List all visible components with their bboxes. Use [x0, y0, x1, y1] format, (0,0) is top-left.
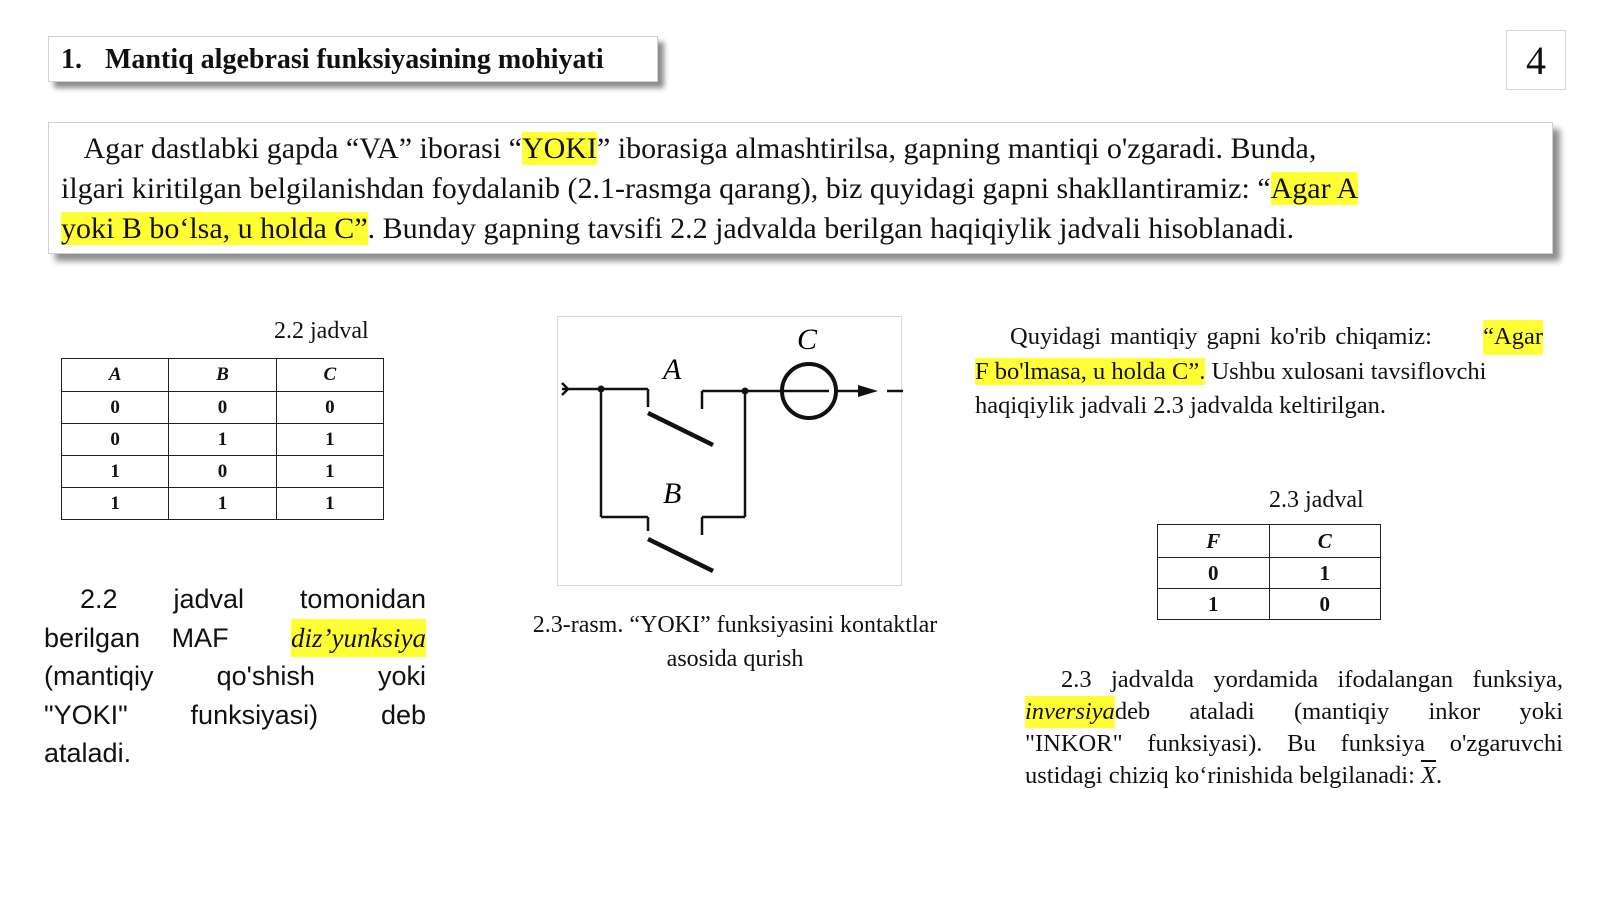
- table-cell: 1: [276, 456, 383, 488]
- highlight-disjunction: diz’yunksiya: [291, 619, 426, 658]
- table-row: [1158, 589, 1381, 620]
- disjunction-line-5: ataladi.: [44, 738, 132, 768]
- table-cell: 1: [169, 488, 276, 520]
- negation-intro-line-3: haqiqiylik jadvali 2.3 jadvalda keltirilgan.: [975, 392, 1386, 419]
- text-span: berilgan MAF: [44, 622, 229, 653]
- inversion-line-1: 2.3 jadvalda yordamida ifodalangan funksiya,: [1061, 666, 1563, 693]
- inversion-line-2: [1025, 696, 1563, 728]
- table-cell: 0: [1269, 589, 1381, 620]
- table-header-cell: A: [62, 359, 169, 392]
- table-cell: 1: [169, 424, 276, 456]
- truth-table-2-2: [61, 358, 384, 520]
- table-header-cell: F: [1158, 525, 1270, 558]
- table-header-row: [1158, 525, 1381, 558]
- table-cell: 1: [1158, 589, 1270, 620]
- label-a: A: [663, 353, 682, 386]
- text-span: Quyidagi mantiqiy gapni ko'rib chiqamiz:: [1010, 323, 1432, 350]
- text-span: Ushbu xulosani tavsiflovchi: [1205, 357, 1487, 385]
- highlight-agar-a: Agar A: [1270, 172, 1359, 205]
- text-word: jadval: [173, 584, 244, 614]
- table-cell: 1: [276, 424, 383, 456]
- text-span: .: [1435, 762, 1443, 789]
- intro-paragraph: [48, 122, 1553, 254]
- junction-dot: [742, 388, 749, 395]
- circuit-figure: [557, 316, 902, 586]
- table-cell: 0: [1158, 558, 1270, 589]
- section-title-text: Mantiq algebrasi funksiyasining mohiyati: [105, 44, 604, 75]
- table-cell: 0: [62, 392, 169, 424]
- table-cell: 0: [276, 392, 383, 424]
- text-span: deb ataladi (mantiqiy inkor yoki: [1114, 698, 1563, 725]
- highlight-yoki: YOKI: [521, 132, 597, 165]
- label-b: B: [663, 477, 682, 510]
- negation-symbol: $\overline{X}$: [1421, 762, 1436, 789]
- figure-caption-line-2: asosida qurish: [666, 646, 804, 672]
- intro-line-3: [61, 209, 1542, 249]
- table-cell: 0: [62, 424, 169, 456]
- text-span: ustidagi chiziq ko‘rinishida belgilanadi:: [1025, 762, 1421, 789]
- table-cell: 0: [169, 456, 276, 488]
- output-arrow-icon: [858, 385, 878, 397]
- switch-a-blade: [648, 413, 713, 445]
- table22-caption: 2.2 jadval: [274, 318, 369, 344]
- intro-text-1: Agar dastlabki gapda “VA” iborasi “: [83, 132, 522, 165]
- switch-b-blade: [648, 539, 713, 571]
- label-c: C: [797, 323, 818, 356]
- table-header-cell: C: [276, 359, 383, 392]
- inversion-line-4: [1025, 760, 1563, 792]
- table-row: [62, 488, 384, 520]
- table-header-cell: C: [1269, 525, 1381, 558]
- table23-caption: 2.3 jadval: [1269, 487, 1364, 513]
- highlight-yoki-b: yoki B bo‘lsa, u holda C”: [61, 212, 368, 245]
- figure-caption: [505, 608, 965, 676]
- junction-dot: [598, 386, 605, 393]
- table-header-cell: B: [169, 359, 276, 392]
- negation-intro-line-1: [975, 320, 1543, 355]
- section-title: [48, 36, 658, 82]
- table-cell: 0: [169, 392, 276, 424]
- highlight-f-bolmasa: F bo'lmasa, u holda C”.: [975, 357, 1206, 385]
- intro-line-2: [61, 169, 1542, 209]
- table-cell: 1: [276, 488, 383, 520]
- table-cell: 1: [62, 488, 169, 520]
- negation-intro-paragraph: [975, 320, 1543, 424]
- highlight-inversion: inversiya: [1025, 696, 1115, 728]
- disjunction-paragraph: [44, 580, 426, 773]
- inversion-paragraph: [1025, 664, 1563, 792]
- table-row: [1158, 558, 1381, 589]
- circuit-diagram: [558, 317, 903, 587]
- negation-intro-line-2: [975, 355, 1543, 390]
- table-row: [62, 424, 384, 456]
- table-header-row: [62, 359, 384, 392]
- intro-line-1: [61, 129, 1542, 169]
- highlight-agar-f: “Agar: [1483, 320, 1543, 355]
- inversion-line-3: "INKOR" funksiyasi). Bu funksiya o'zgaruvchi: [1025, 730, 1563, 757]
- table-cell: 1: [62, 456, 169, 488]
- figure-caption-line-1: 2.3-rasm. “YOKI” funksiyasini kontaktlar: [532, 612, 938, 638]
- truth-table-2-3: [1157, 524, 1381, 620]
- disjunction-line-4: "YOKI" funksiyasi) deb: [44, 699, 426, 730]
- text-word: 2.2: [80, 584, 118, 614]
- disjunction-line-3: (mantiqiy qo'shish yoki: [44, 661, 426, 691]
- section-number: 1.: [61, 44, 82, 75]
- intro-text-4: . Bunday gapning tavsifi 2.2 jadvalda berilgan haqiqiylik jadvali hisoblanadi.: [367, 212, 1295, 245]
- disjunction-line-2: [44, 619, 426, 658]
- intro-text-2: ” iborasiga almashtirilsa, gapning mantiqi o'zgaradi. Bunda,: [596, 132, 1317, 165]
- intro-text-3: ilgari kiritilgan belgilanishdan foydalanib (2.1-rasmga qarang), biz quyidagi gapni shakllantiramiz: “: [61, 172, 1271, 205]
- table-cell: 1: [1269, 558, 1381, 589]
- table-row: [62, 456, 384, 488]
- table-row: [62, 392, 384, 424]
- disjunction-line-1: [44, 580, 426, 619]
- text-word: tomonidan: [299, 584, 426, 614]
- page-number: 4: [1506, 30, 1566, 90]
